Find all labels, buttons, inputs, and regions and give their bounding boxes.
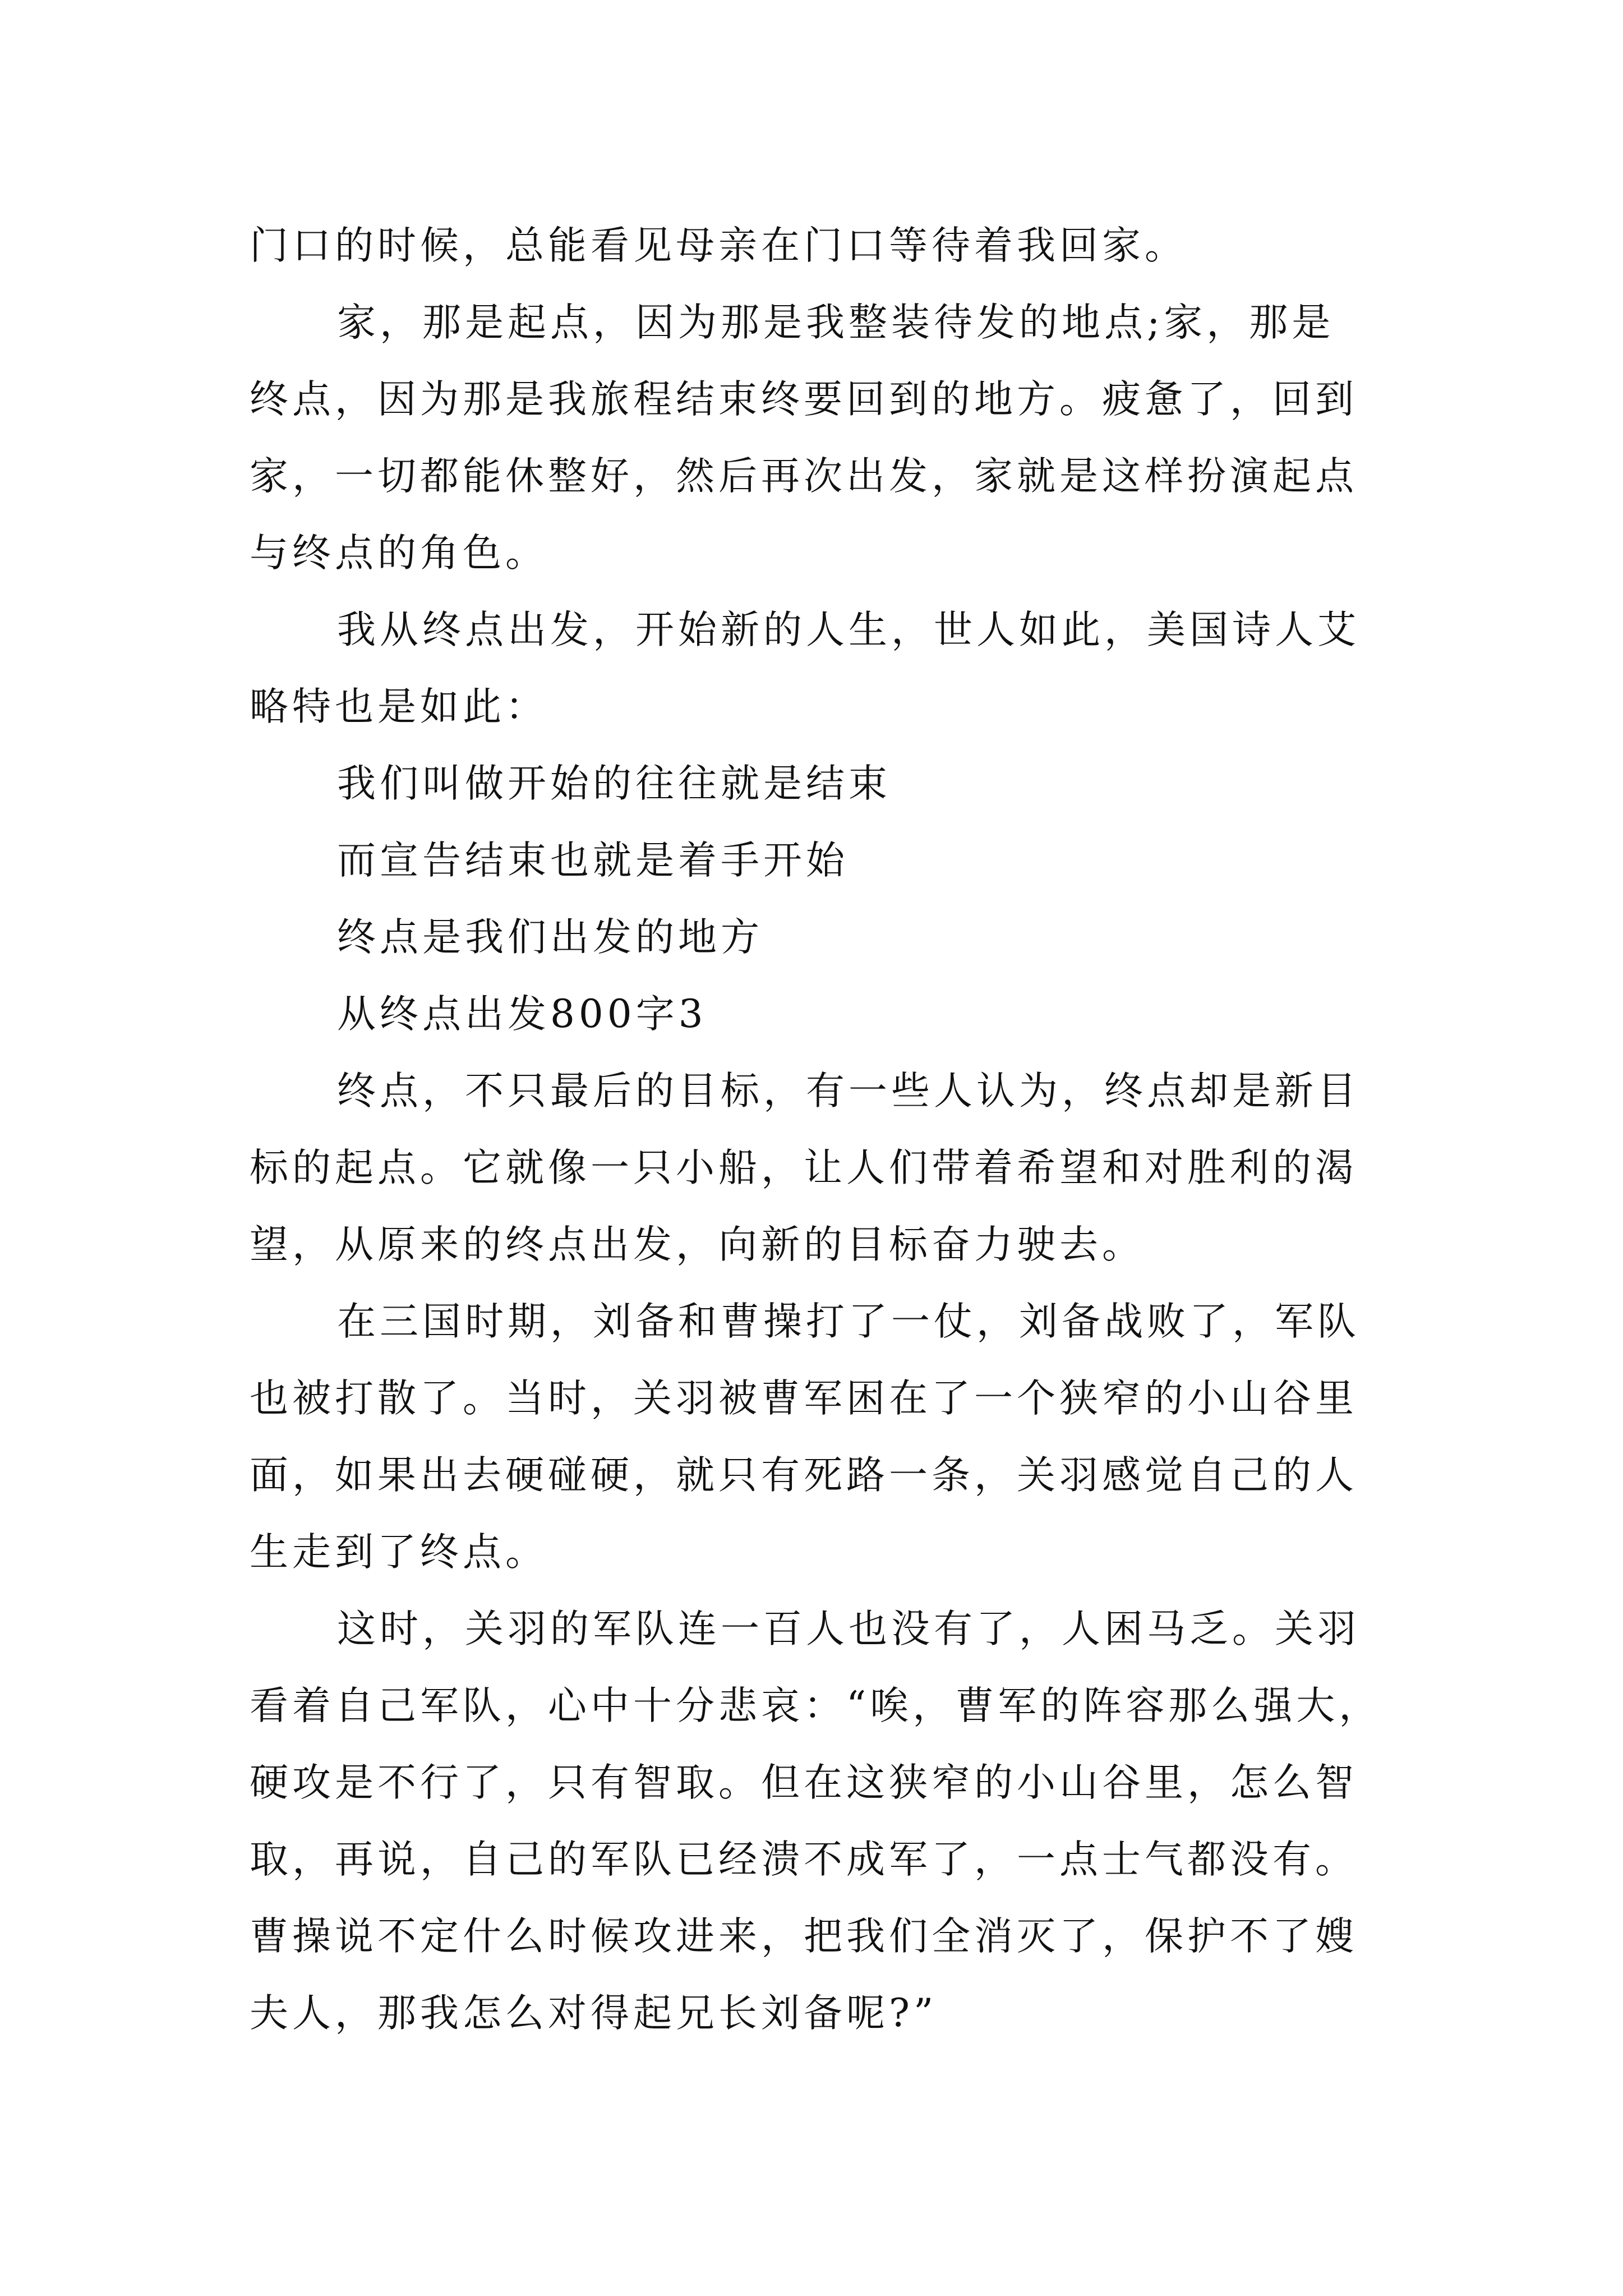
text-line: 望，从原来的终点出发，向新的目标奋力驶去。 (250, 1222, 1145, 1267)
poem-line: 而宣告结束也就是着手开始 (337, 838, 849, 883)
text-line: 在三国时期，刘备和曹操打了一仗，刘备战败了，军队 (337, 1299, 1360, 1344)
text-line: 与终点的角色。 (250, 531, 548, 576)
body-text (250, 208, 1394, 2052)
text-line: 终点，因为那是我旅程结束终要回到的地方。疲惫了，回到 (250, 377, 1358, 422)
text-line: 看着自己军队，心中十分悲哀：“唉，曹军的阵容那么强大， (250, 1683, 1382, 1728)
text-line: 家，那是起点，因为那是我整装待发的地点;家，那是 (337, 300, 1335, 345)
text-line: 家，一切都能休整好，然后再次出发，家就是这样扮演起点 (250, 454, 1358, 499)
text-line: 面，如果出去硬碰硬，就只有死路一条，关羽感觉自己的人 (250, 1453, 1358, 1498)
text-line: 这时，关羽的军队连一百人也没有了，人困马乏。关羽 (337, 1607, 1360, 1651)
section-heading: 从终点出发800字3 (337, 992, 707, 1037)
text-line: 夫人，那我怎么对得起兄长刘备呢?” (250, 1991, 938, 2036)
poem-line: 我们叫做开始的往往就是结束 (337, 761, 891, 806)
text-line: 门口的时候，总能看见母亲在门口等待着我回家。 (250, 223, 1187, 268)
text-line: 我从终点出发，开始新的人生，世人如此，美国诗人艾 (337, 608, 1360, 652)
text-line: 标的起点。它就像一只小船，让人们带着希望和对胜利的渴 (250, 1145, 1358, 1190)
text-line: 终点，不只最后的目标，有一些人认为，终点却是新目 (337, 1069, 1360, 1114)
text-line: 取，再说，自己的军队已经溃不成军了，一点士气都没有。 (250, 1837, 1358, 1882)
text-line: 曹操说不定什么时候攻进来，把我们全消灭了，保护不了嫂 (250, 1914, 1358, 1959)
text-line: 硬攻是不行了，只有智取。但在这狭窄的小山谷里，怎么智 (250, 1760, 1358, 1805)
text-line: 略特也是如此： (250, 684, 548, 729)
text-line: 也被打散了。当时，关羽被曹军困在了一个狭窄的小山谷里 (250, 1376, 1358, 1421)
text-line: 生走到了终点。 (250, 1530, 548, 1575)
poem-line: 终点是我们出发的地方 (337, 915, 763, 960)
